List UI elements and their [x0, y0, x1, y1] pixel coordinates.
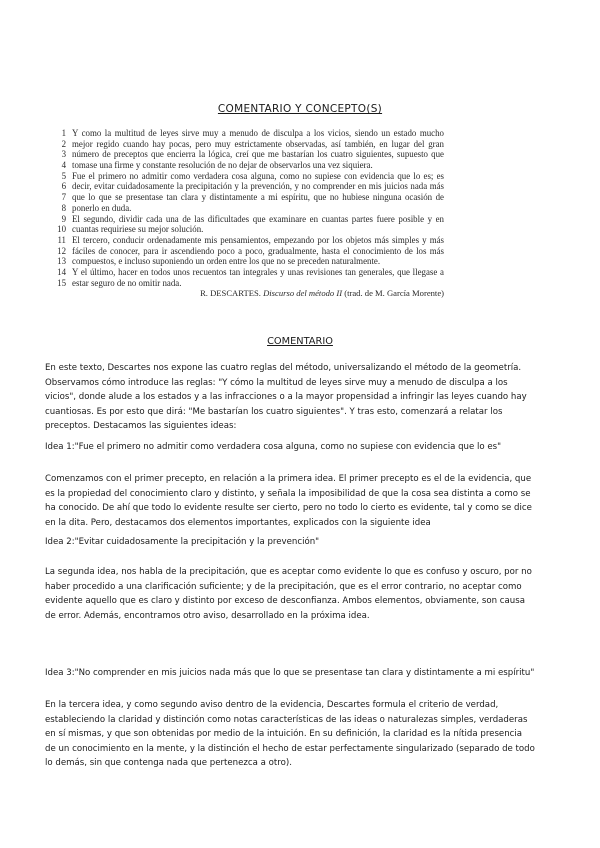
line-number: 7: [61, 192, 66, 203]
line-number: 6: [61, 181, 66, 192]
paragraph-line: ha conocido. De ahí que todo lo evidente resulte ser cierto, pero no todo lo cierto es evidente, tal y como se dice: [45, 503, 532, 514]
line-number: 12: [57, 245, 66, 256]
quote-line-text: Fue el primero no admitir como verdadera cosa alguna, como no supiese con evidencia que lo es; es: [72, 170, 444, 181]
line-number: 9: [61, 213, 66, 224]
commentary-paragraph: [45, 698, 560, 771]
quote-attribution: [180, 288, 444, 298]
quote-line: [56, 160, 444, 171]
quoted-text-block: [56, 128, 444, 288]
paragraph-line: en la dita. Pero, destacamos dos elementos importantes, explicados con la siguiente idea: [45, 517, 431, 528]
attribution-author: R. DESCARTES.: [200, 288, 261, 298]
document-title: COMENTARIO Y CONCEPTO(S): [217, 103, 383, 115]
quote-line: [56, 267, 444, 278]
commentary-paragraph: [45, 535, 560, 550]
paragraph-line: haber procedido a una clarificación suficiente; y de la precipitación, que es el error contrario, no aceptar como: [45, 581, 522, 592]
quote-line-text: decir, evitar cuidadosamente la precipitación y la prevención, y no comprender en mis juicios nada más: [72, 181, 444, 192]
quote-line-text: estar seguro de no omitir nada.: [72, 277, 182, 288]
quote-line: [56, 278, 444, 289]
quote-line-text: ponerlo en duda.: [72, 202, 132, 213]
paragraph-line: La segunda idea, nos habla de la precipitación, que es aceptar como evidente lo que es confuso y oscuro, por no: [45, 567, 532, 577]
paragraph-line: es la propiedad del conocimiento claro y distinto, y señala la imposibilidad de que la cosa sea distinta a como se: [45, 488, 531, 499]
quote-line: [56, 128, 444, 139]
line-number: 8: [61, 202, 66, 213]
quote-line: [56, 181, 444, 192]
paragraph-line: cuantiosas. Es por esto que dirá: "Me bastarían los cuatro siguientes". Y tras esto, comenzará a relatar los: [45, 406, 503, 417]
quote-line: [56, 246, 444, 257]
paragraph-line: Observamos cómo introduce las reglas: "Y cómo la multitud de leyes sirve muy a menudo de disculpa a los: [45, 377, 508, 388]
line-number: 3: [61, 149, 66, 160]
paragraph-line: Idea 1:"Fue el primero no admitir como verdadera cosa alguna, como no supiese con evidencia que lo es": [45, 442, 502, 452]
line-number: 15: [57, 277, 66, 288]
paragraph-line: en sí mismas, y que son obtenidas por medio de la intuición. En su definición, la claridad es la nítida presencia: [45, 729, 523, 740]
quote-line-text: tomase una firme y constante resolución de no dejar de observarlos una vez siquiera.: [72, 160, 373, 171]
commentary-heading: COMENTARIO: [267, 336, 333, 347]
line-number: 1: [61, 128, 66, 138]
attribution-translation: (trad. de M. García Morente): [344, 288, 444, 298]
quote-line-text: Y como la multitud de leyes sirve muy a menudo de disculpa a los vicios, siendo un estado mucho: [72, 128, 444, 138]
quote-line-text: mejor regido cuando hay pocas, pero muy estrictamente observadas, así también, en lugar del gran: [72, 138, 444, 149]
quote-line-text: fáciles de conocer, para ir ascendiendo poco a poco, gradualmente, hasta el conocimiento de los más: [72, 245, 444, 256]
commentary-paragraph: [45, 666, 560, 681]
quote-line: [56, 203, 444, 214]
paragraph-line: de error. Además, encontramos otro aviso, desarrollado en la próxima idea.: [45, 610, 370, 621]
line-number: 14: [57, 266, 66, 277]
quote-line-text: El segundo, dividir cada una de las dificultades que examinare en cuantas partes fuere posible y en: [72, 213, 444, 224]
quote-line: [56, 192, 444, 203]
commentary-paragraph: [45, 361, 560, 434]
quote-line: [56, 214, 444, 225]
paragraph-line: evidente aquello que es claro y distinto por exceso de desconfianza. Ambos elementos, obviamente, son causa: [45, 596, 525, 607]
quote-line-text: compuestos, e incluso suponiendo un orden entre los que no se preceden naturalmente.: [72, 256, 381, 267]
quote-line-text: Y el último, hacer en todos unos recuentos tan integrales y unas revisiones tan generales, que llegase a: [72, 266, 444, 277]
paragraph-line: vicios", donde alude a los estados y a las infracciones o a la mayor propensidad a infringir las leyes cuando hay: [45, 392, 527, 403]
paragraph-line: de un conocimiento en la mente, y la distinción el hecho de estar perfectamente singularizado (separado de todo: [45, 743, 535, 754]
attribution-work: Discurso del método II: [263, 288, 343, 298]
paragraph-line: preceptos. Destacamos las siguientes ideas:: [45, 421, 237, 432]
quote-line: [56, 171, 444, 182]
paragraph-line: lo demás, sin que contenga nada que pertenezca a otro).: [45, 758, 292, 769]
quote-line-text: número de preceptos que encierra la lógica, creí que me bastarían los cuatro siguientes, supuesto que: [72, 149, 444, 160]
paragraph-line: En la tercera idea, y como segundo aviso dentro de la evidencia, Descartes formula el criterio de verdad,: [45, 700, 499, 710]
line-number: 2: [61, 138, 66, 149]
paragraph-line: estableciendo la claridad y distinción como notas características de las ideas o naturalezas simples, verdaderas: [45, 714, 528, 725]
quote-line: [56, 224, 444, 235]
line-number: 10: [57, 224, 66, 235]
paragraph-line: Idea 2:"Evitar cuidadosamente la precipitación y la prevención": [45, 537, 320, 547]
quote-line-text: cuantas requiriese su mejor solución.: [72, 224, 204, 235]
quote-line: [56, 256, 444, 267]
paragraph-line: En este texto, Descartes nos expone las cuatro reglas del método, universalizando el método de la geometría.: [45, 363, 522, 373]
quote-line: [56, 149, 444, 160]
line-number: 4: [61, 160, 66, 171]
line-number: 5: [61, 170, 66, 181]
line-number: 11: [57, 234, 66, 245]
quote-line-text: que lo que se presentase tan clara y distintamente a mi espíritu, que no hubiese ninguna ocasión de: [72, 192, 444, 203]
paragraph-line: Idea 3:"No comprender en mis juicios nada más que lo que se presentase tan clara y distintamente a mi espíritu": [45, 668, 535, 678]
quote-line: [56, 139, 444, 150]
line-number: 13: [57, 256, 66, 267]
commentary-paragraph: [45, 565, 560, 623]
commentary-paragraph: [45, 440, 560, 455]
quote-line: [56, 235, 444, 246]
quote-line-text: El tercero, conducir ordenadamente mis pensamientos, empezando por los objetos más simples y más: [72, 234, 444, 245]
paragraph-line: Comenzamos con el primer precepto, en relación a la primera idea. El primer precepto es el de la evidencia, que: [45, 474, 532, 484]
commentary-paragraph: [45, 472, 560, 530]
